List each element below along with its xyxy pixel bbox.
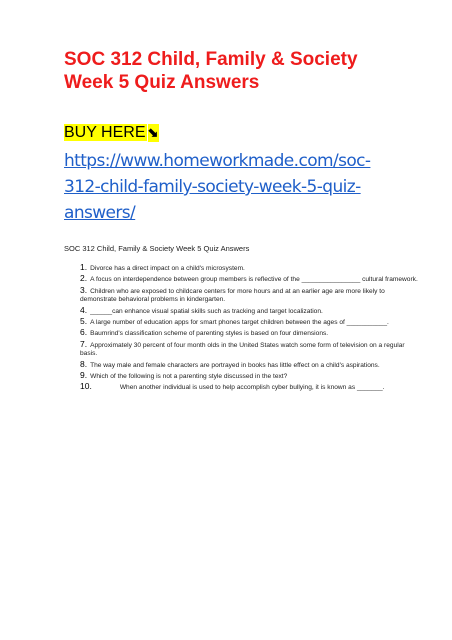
question-text: The way male and female characters are portrayed in books has little effect on a child's aspirations. bbox=[90, 361, 380, 369]
buy-here-label bbox=[64, 124, 159, 142]
question-text: A focus on interdependence between group members is reflective of the ________________ cultural framework. bbox=[90, 276, 418, 284]
title-line-2: Week 5 Quiz Answers bbox=[64, 72, 260, 93]
title-line-1: SOC 312 Child, Family & Society bbox=[64, 49, 358, 70]
question-item bbox=[80, 306, 418, 316]
question-item bbox=[80, 340, 418, 359]
link-line-2: 312-child-family-society-week-5-quiz- bbox=[64, 177, 361, 197]
question-text: Children who are exposed to childcare centers for more hours and at an earlier age are more likely to demonstrate behavioral problems in kindergarten. bbox=[80, 287, 385, 304]
question-text: When another individual is used to help accomplish cyber bullying, it is known as _______. bbox=[119, 384, 385, 392]
document-subtitle: SOC 312 Child, Family & Society Week 5 Quiz Answers bbox=[64, 244, 250, 253]
question-item bbox=[80, 328, 418, 338]
link-line-3: answers/ bbox=[64, 203, 136, 223]
link-line-1: https://www.homeworkmade.com/soc- bbox=[64, 151, 371, 171]
arrow-down-right-icon: ⬊ bbox=[147, 125, 159, 140]
question-number: 2. bbox=[80, 273, 88, 284]
document-title bbox=[64, 48, 424, 94]
question-text: A large number of education apps for smart phones target children between the ages of ___________. bbox=[90, 319, 389, 327]
purchase-link[interactable] bbox=[64, 148, 424, 226]
question-number: 5. bbox=[80, 316, 88, 327]
question-number: 7. bbox=[80, 338, 88, 349]
question-number: 3. bbox=[80, 284, 88, 295]
question-number: 10. bbox=[80, 381, 92, 392]
question-item bbox=[80, 371, 418, 381]
question-item bbox=[80, 382, 418, 392]
question-item bbox=[80, 360, 418, 370]
question-number: 1. bbox=[80, 262, 88, 272]
question-number: 4. bbox=[80, 304, 88, 315]
question-text: Approximately 30 percent of four month olds in the United States watch some form of television on a regular basis. bbox=[80, 341, 405, 358]
question-item bbox=[80, 317, 418, 327]
question-number: 8. bbox=[80, 358, 88, 369]
question-list bbox=[80, 263, 418, 394]
question-text: Divorce has a direct impact on a child's microsystem. bbox=[90, 265, 245, 272]
question-number: 6. bbox=[80, 327, 88, 338]
question-item bbox=[80, 263, 418, 273]
question-item bbox=[80, 286, 418, 305]
question-text: Which of the following is not a parenting style discussed in the text? bbox=[90, 373, 288, 381]
question-item bbox=[80, 274, 418, 284]
question-text: Baumrind's classification scheme of parenting styles is based on four dimensions. bbox=[90, 330, 329, 338]
question-number: 9. bbox=[80, 370, 88, 381]
question-text: ______can enhance visual spatial skills such as tracking and target localization. bbox=[90, 307, 323, 315]
buy-here-text: BUY HERE bbox=[64, 124, 146, 141]
